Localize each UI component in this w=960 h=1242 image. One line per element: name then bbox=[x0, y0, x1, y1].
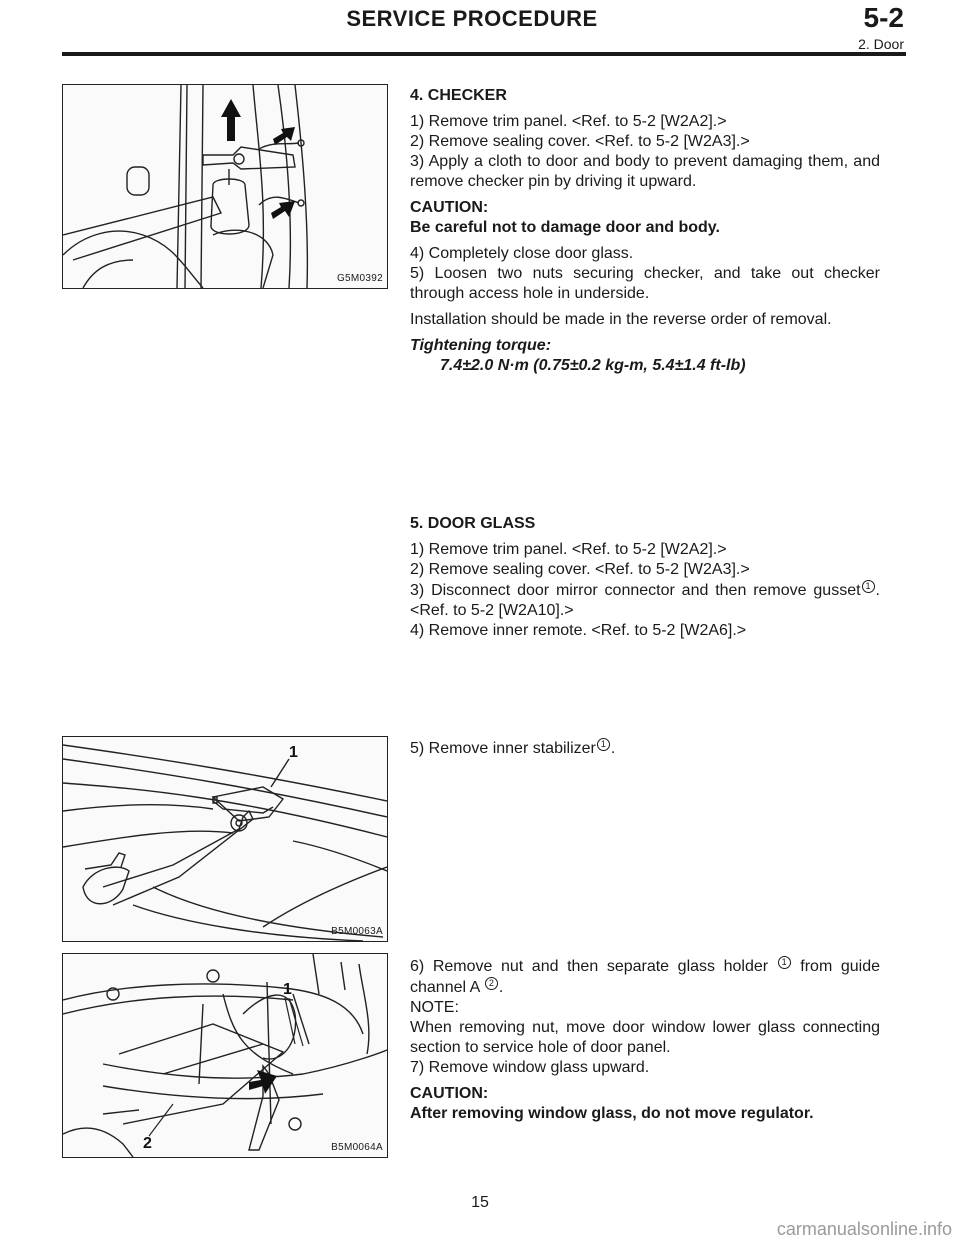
step: 1) Remove trim panel. <Ref. to 5-2 [W2A2].> bbox=[410, 113, 727, 130]
reference-number: 2 bbox=[485, 977, 498, 990]
section-number: 5-2 bbox=[863, 2, 904, 33]
figure-callout-2: 2 bbox=[143, 1135, 152, 1152]
section-heading: 5. DOOR GLASS bbox=[410, 515, 536, 532]
figure-caption: B5M0064A bbox=[331, 1142, 383, 1153]
figure-checker bbox=[62, 84, 388, 289]
step bbox=[410, 580, 880, 621]
step: 3) Apply a cloth to door and body to prevent damaging them, and remove checker pin by driving it upward. bbox=[410, 153, 880, 190]
step-text: from guide channel A bbox=[410, 958, 880, 996]
figure-caption: B5M0063A bbox=[331, 926, 383, 937]
caution-text: After removing window glass, do not move regulator. bbox=[410, 1105, 814, 1122]
step bbox=[410, 738, 880, 759]
note-label: NOTE: bbox=[410, 999, 459, 1016]
caution-label: CAUTION: bbox=[410, 199, 489, 216]
step: 2) Remove sealing cover. <Ref. to 5-2 [W2A3].> bbox=[410, 561, 750, 578]
header-title: SERVICE PROCEDURE bbox=[346, 6, 598, 31]
subsection-title: 2. Door bbox=[858, 36, 904, 52]
step: 7) Remove window glass upward. bbox=[410, 1059, 650, 1076]
step-text: 3) Disconnect door mirror connector and then remove gusset bbox=[410, 582, 861, 599]
note-text: When removing nut, move door window lower glass connecting section to service hole of door panel. bbox=[410, 1019, 880, 1056]
checker-illustration bbox=[63, 85, 387, 288]
figure-inner-stabilizer bbox=[62, 736, 388, 942]
step-text: . bbox=[610, 740, 616, 757]
door-glass-step5 bbox=[410, 738, 880, 759]
reference-number: 1 bbox=[862, 580, 875, 593]
step-text: . <Ref. to 5-2 [W2A10].> bbox=[410, 582, 880, 619]
stabilizer-illustration bbox=[63, 737, 387, 941]
step: 4) Remove inner remote. <Ref. to 5-2 [W2A6].> bbox=[410, 622, 747, 639]
page-number: 15 bbox=[471, 1194, 489, 1211]
step: 1) Remove trim panel. <Ref. to 5-2 [W2A2].> bbox=[410, 541, 727, 558]
checker-section bbox=[410, 86, 880, 376]
step: 2) Remove sealing cover. <Ref. to 5-2 [W2A3].> bbox=[410, 133, 750, 150]
reference-number: 1 bbox=[778, 956, 791, 969]
step-text: 5) Remove inner stabilizer bbox=[410, 740, 596, 757]
step-text: . bbox=[498, 979, 504, 996]
figure-caption: G5M0392 bbox=[336, 273, 383, 284]
figure-callout-1: 1 bbox=[283, 981, 292, 998]
step bbox=[410, 956, 880, 998]
door-glass-step6 bbox=[410, 956, 880, 1124]
watermark: carmanualsonline.info bbox=[776, 1219, 952, 1239]
reference-number: 1 bbox=[597, 738, 610, 751]
step: 5) Loosen two nuts securing checker, and take out checker through access hole in underside. bbox=[410, 265, 880, 302]
caution-label: CAUTION: bbox=[410, 1085, 489, 1102]
section-heading: 4. CHECKER bbox=[410, 87, 507, 104]
installation-note: Installation should be made in the reverse order of removal. bbox=[410, 311, 832, 328]
torque-value: 7.4±2.0 N·m (0.75±0.2 kg-m, 5.4±1.4 ft-lb) bbox=[440, 357, 746, 374]
torque-label: Tightening torque: bbox=[410, 337, 552, 354]
step: 4) Completely close door glass. bbox=[410, 245, 634, 262]
caution-text: Be careful not to damage door and body. bbox=[410, 219, 720, 236]
door-glass-section bbox=[410, 514, 880, 641]
figure-glass-holder bbox=[62, 953, 388, 1158]
figure-callout-1: 1 bbox=[289, 744, 298, 761]
glass-holder-illustration bbox=[63, 954, 387, 1157]
step-text: 6) Remove nut and then separate glass holder bbox=[410, 958, 769, 975]
header-rule bbox=[62, 52, 906, 56]
